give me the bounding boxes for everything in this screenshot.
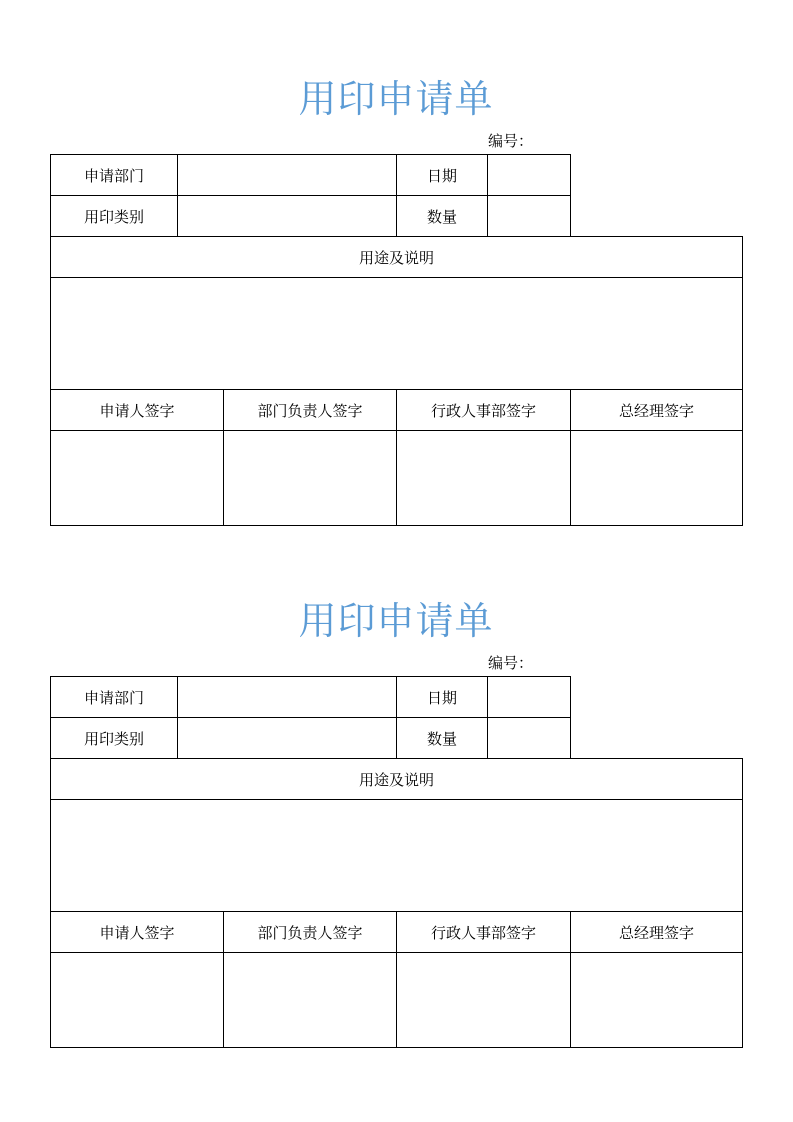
- application-table: [50, 676, 743, 1048]
- purpose-value-cell[interactable]: [51, 800, 743, 912]
- gm-signature-label: 总经理签字: [571, 390, 743, 431]
- form-title: 用印申请单: [298, 599, 494, 643]
- dept-label: 申请部门: [51, 155, 178, 196]
- quantity-value-cell[interactable]: [488, 718, 571, 759]
- seal-application-form-2: [50, 594, 742, 1048]
- dept-head-signature-cell[interactable]: [224, 953, 397, 1048]
- gm-signature-cell[interactable]: [571, 953, 743, 1048]
- application-table: [50, 154, 743, 526]
- admin-hr-signature-label: 行政人事部签字: [397, 390, 571, 431]
- dept-head-signature-label: 部门负责人签字: [224, 912, 397, 953]
- dept-value-cell[interactable]: [178, 155, 397, 196]
- admin-hr-signature-cell[interactable]: [397, 953, 571, 1048]
- date-label: 日期: [397, 155, 488, 196]
- dept-head-signature-cell[interactable]: [224, 431, 397, 526]
- quantity-label: 数量: [397, 196, 488, 237]
- date-label: 日期: [397, 677, 488, 718]
- serial-number-row: [50, 648, 742, 676]
- purpose-label: 用途及说明: [51, 237, 743, 278]
- purpose-label: 用途及说明: [51, 759, 743, 800]
- form-title: 用印申请单: [298, 77, 494, 121]
- seal-application-form-1: [50, 72, 742, 526]
- applicant-signature-label: 申请人签字: [51, 390, 224, 431]
- quantity-label: 数量: [397, 718, 488, 759]
- applicant-signature-cell[interactable]: [51, 953, 224, 1048]
- admin-hr-signature-cell[interactable]: [397, 431, 571, 526]
- serial-number-row: [50, 126, 742, 154]
- date-value-cell[interactable]: [488, 155, 571, 196]
- admin-hr-signature-label: 行政人事部签字: [397, 912, 571, 953]
- date-value-cell[interactable]: [488, 677, 571, 718]
- seal-type-label: 用印类别: [51, 196, 178, 237]
- dept-label: 申请部门: [51, 677, 178, 718]
- quantity-value-cell[interactable]: [488, 196, 571, 237]
- applicant-signature-label: 申请人签字: [51, 912, 224, 953]
- gm-signature-label: 总经理签字: [571, 912, 743, 953]
- serial-number-label: 编号：: [488, 132, 534, 150]
- seal-type-value-cell[interactable]: [178, 196, 397, 237]
- seal-type-value-cell[interactable]: [178, 718, 397, 759]
- applicant-signature-cell[interactable]: [51, 431, 224, 526]
- seal-type-label: 用印类别: [51, 718, 178, 759]
- dept-value-cell[interactable]: [178, 677, 397, 718]
- purpose-value-cell[interactable]: [51, 278, 743, 390]
- dept-head-signature-label: 部门负责人签字: [224, 390, 397, 431]
- gm-signature-cell[interactable]: [571, 431, 743, 526]
- serial-number-label: 编号：: [488, 654, 534, 672]
